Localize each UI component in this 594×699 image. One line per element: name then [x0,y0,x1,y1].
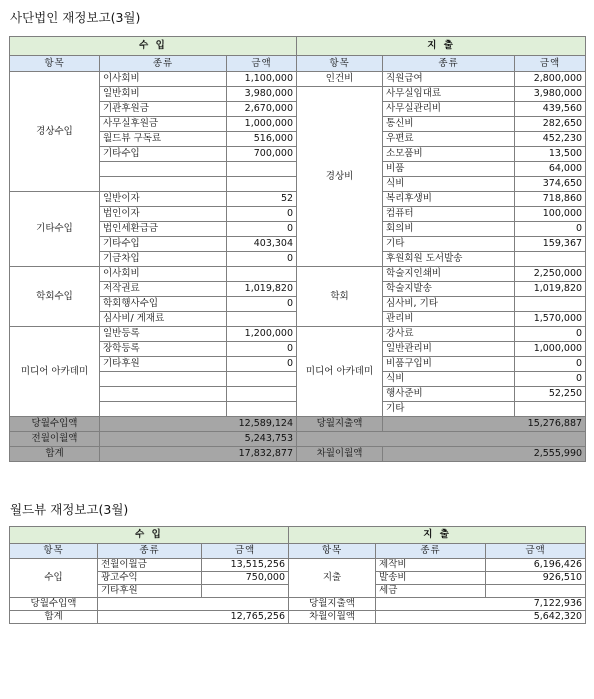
sum-value: 17,832,877 [100,447,297,462]
expense-type: 회의비 [383,222,515,237]
income-amount: 750,000 [202,572,289,585]
sum-value: 12,765,256 [98,611,289,624]
expense-amount: 2,800,000 [515,72,586,87]
expense-amount: 282,650 [515,117,586,132]
income-type [100,177,227,192]
expense-type: 복리후생비 [383,192,515,207]
month-expense-label: 당월지출액 [297,417,383,432]
expense-type: 컴퓨터 [383,207,515,222]
income-type: 기타후원 [100,357,227,372]
income-amount [227,387,297,402]
group-labor: 인건비 [297,72,383,87]
expense-amount: 52,250 [515,387,586,402]
expense-amount: 0 [515,327,586,342]
col-type-header: 종류 [98,544,202,559]
income-type: 월드뷰 구독료 [100,132,227,147]
income-amount: 403,304 [227,237,297,252]
col-type-header: 종류 [376,544,486,559]
expense-header: 지 출 [297,37,586,56]
expense-amount: 159,367 [515,237,586,252]
expense-type: 사무실임대료 [383,87,515,102]
group-expense: 지출 [289,559,376,598]
income-type: 이사회비 [100,72,227,87]
report1-title: 사단법인 재정보고(3월) [10,10,141,25]
expense-type: 식비 [383,177,515,192]
month-expense-label: 당월지출액 [289,598,376,611]
income-type: 사무실후원금 [100,117,227,132]
income-header: 수 입 [10,37,297,56]
income-amount: 1,019,820 [227,282,297,297]
expense-amount: 1,570,000 [515,312,586,327]
group-regular-income: 경상수입 [10,72,100,192]
income-type [100,162,227,177]
expense-header: 지 출 [289,527,586,544]
carry-label: 차월이월액 [289,611,376,624]
totals-row [10,598,586,611]
expense-type: 학술지인쇄비 [383,267,515,282]
income-amount [202,585,289,598]
income-type: 기금차입 [100,252,227,267]
expense-type: 비품구입비 [383,357,515,372]
expense-amount: 1,000,000 [515,342,586,357]
col-amount-header: 금액 [202,544,289,559]
expense-type: 통신비 [383,117,515,132]
group-income: 수입 [10,559,98,598]
income-amount [227,372,297,387]
expense-type: 우편료 [383,132,515,147]
table-row [10,267,586,282]
income-amount: 1,000,000 [227,117,297,132]
prev-balance-label: 전월이월액 [10,432,100,447]
income-amount [227,402,297,417]
income-type: 전월이월금 [98,559,202,572]
expense-type: 후원회원 도서발송 [383,252,515,267]
empty-cell [297,432,586,447]
month-income-value: 12,589,124 [100,417,297,432]
income-amount [227,312,297,327]
expense-amount: 439,560 [515,102,586,117]
expense-type: 사무실관리비 [383,102,515,117]
expense-amount: 3,980,000 [515,87,586,102]
group-media-income: 미디어 아카데미 [10,327,100,417]
col-amount-header: 금액 [515,56,586,72]
table-row [10,72,586,87]
group-other-income: 기타수입 [10,192,100,267]
report1-table [9,36,586,462]
expense-type: 세금 [376,585,486,598]
expense-amount [515,297,586,312]
col-item-header: 항목 [289,544,376,559]
group-academic-income: 학회수입 [10,267,100,327]
income-amount: 0 [227,357,297,372]
income-amount: 0 [227,222,297,237]
income-amount: 1,200,000 [227,327,297,342]
income-type: 이사회비 [100,267,227,282]
col-item-header: 항목 [297,56,383,72]
income-amount: 0 [227,342,297,357]
table-row [10,559,586,572]
month-expense-value: 15,276,887 [383,417,586,432]
expense-type: 제작비 [376,559,486,572]
expense-type: 강사료 [383,327,515,342]
income-amount [227,162,297,177]
income-amount: 3,980,000 [227,87,297,102]
expense-type: 심사비, 기타 [383,297,515,312]
expense-amount: 1,019,820 [515,282,586,297]
income-type: 일반이자 [100,192,227,207]
totals-row [10,432,586,447]
income-type: 저작권료 [100,282,227,297]
income-type: 기관후원금 [100,102,227,117]
income-amount [227,177,297,192]
income-type: 광고수익 [98,572,202,585]
income-type [100,372,227,387]
expense-amount: 13,500 [515,147,586,162]
carry-value: 5,642,320 [376,611,586,624]
income-type: 일반회비 [100,87,227,102]
month-income-label: 당월수입액 [10,598,98,611]
income-amount: 0 [227,252,297,267]
totals-row [10,611,586,624]
col-type-header: 종류 [383,56,515,72]
expense-amount: 0 [515,222,586,237]
totals-row [10,417,586,432]
report2-table [9,526,586,624]
expense-type: 비품 [383,162,515,177]
month-expense-value: 7,122,936 [376,598,586,611]
expense-type: 기타 [383,237,515,252]
expense-type: 관리비 [383,312,515,327]
col-type-header: 종류 [100,56,227,72]
expense-amount [515,402,586,417]
sum-label: 합계 [10,611,98,624]
expense-amount [486,585,586,598]
income-type: 학회행사수입 [100,297,227,312]
income-amount [227,267,297,282]
expense-amount: 926,510 [486,572,586,585]
report2-title: 월드뷰 재정보고(3월) [10,502,129,517]
expense-type: 직원급여 [383,72,515,87]
income-header: 수 입 [10,527,289,544]
income-type: 기타수입 [100,147,227,162]
expense-type: 식비 [383,372,515,387]
prev-balance-value: 5,243,753 [100,432,297,447]
expense-amount: 2,250,000 [515,267,586,282]
income-type: 일반등록 [100,327,227,342]
group-media-expense: 미디어 아카데미 [297,327,383,417]
income-type [100,387,227,402]
income-type: 심사비/ 게재료 [100,312,227,327]
expense-type: 학술지발송 [383,282,515,297]
income-type: 법인세환급금 [100,222,227,237]
totals-row [10,447,586,462]
month-income-label: 당월수입액 [10,417,100,432]
income-amount: 700,000 [227,147,297,162]
income-amount: 516,000 [227,132,297,147]
expense-type: 기타 [383,402,515,417]
expense-type: 발송비 [376,572,486,585]
expense-amount: 374,650 [515,177,586,192]
expense-amount: 6,196,426 [486,559,586,572]
income-type [100,402,227,417]
income-amount: 1,100,000 [227,72,297,87]
sum-label: 합계 [10,447,100,462]
income-type: 기타후원 [98,585,202,598]
carry-label: 차월이월액 [297,447,383,462]
carry-value: 2,555,990 [383,447,586,462]
col-item-header: 항목 [10,56,100,72]
income-amount: 52 [227,192,297,207]
income-amount: 13,515,256 [202,559,289,572]
table-row [10,327,586,342]
month-income-value [98,598,289,611]
expense-amount [515,252,586,267]
expense-amount: 64,000 [515,162,586,177]
income-amount: 0 [227,297,297,312]
expense-type: 일반관리비 [383,342,515,357]
expense-amount: 100,000 [515,207,586,222]
expense-amount: 0 [515,372,586,387]
income-type: 기타수입 [100,237,227,252]
col-amount-header: 금액 [227,56,297,72]
expense-type: 행사준비 [383,387,515,402]
income-amount: 0 [227,207,297,222]
col-amount-header: 금액 [486,544,586,559]
income-amount: 2,670,000 [227,102,297,117]
expense-amount: 718,860 [515,192,586,207]
expense-type: 소모품비 [383,147,515,162]
income-type: 장학등록 [100,342,227,357]
expense-amount: 452,230 [515,132,586,147]
group-academic-expense: 학회 [297,267,383,327]
expense-amount: 0 [515,357,586,372]
income-type: 법인이자 [100,207,227,222]
group-regular-expense: 경상비 [297,87,383,267]
col-item-header: 항목 [10,544,98,559]
